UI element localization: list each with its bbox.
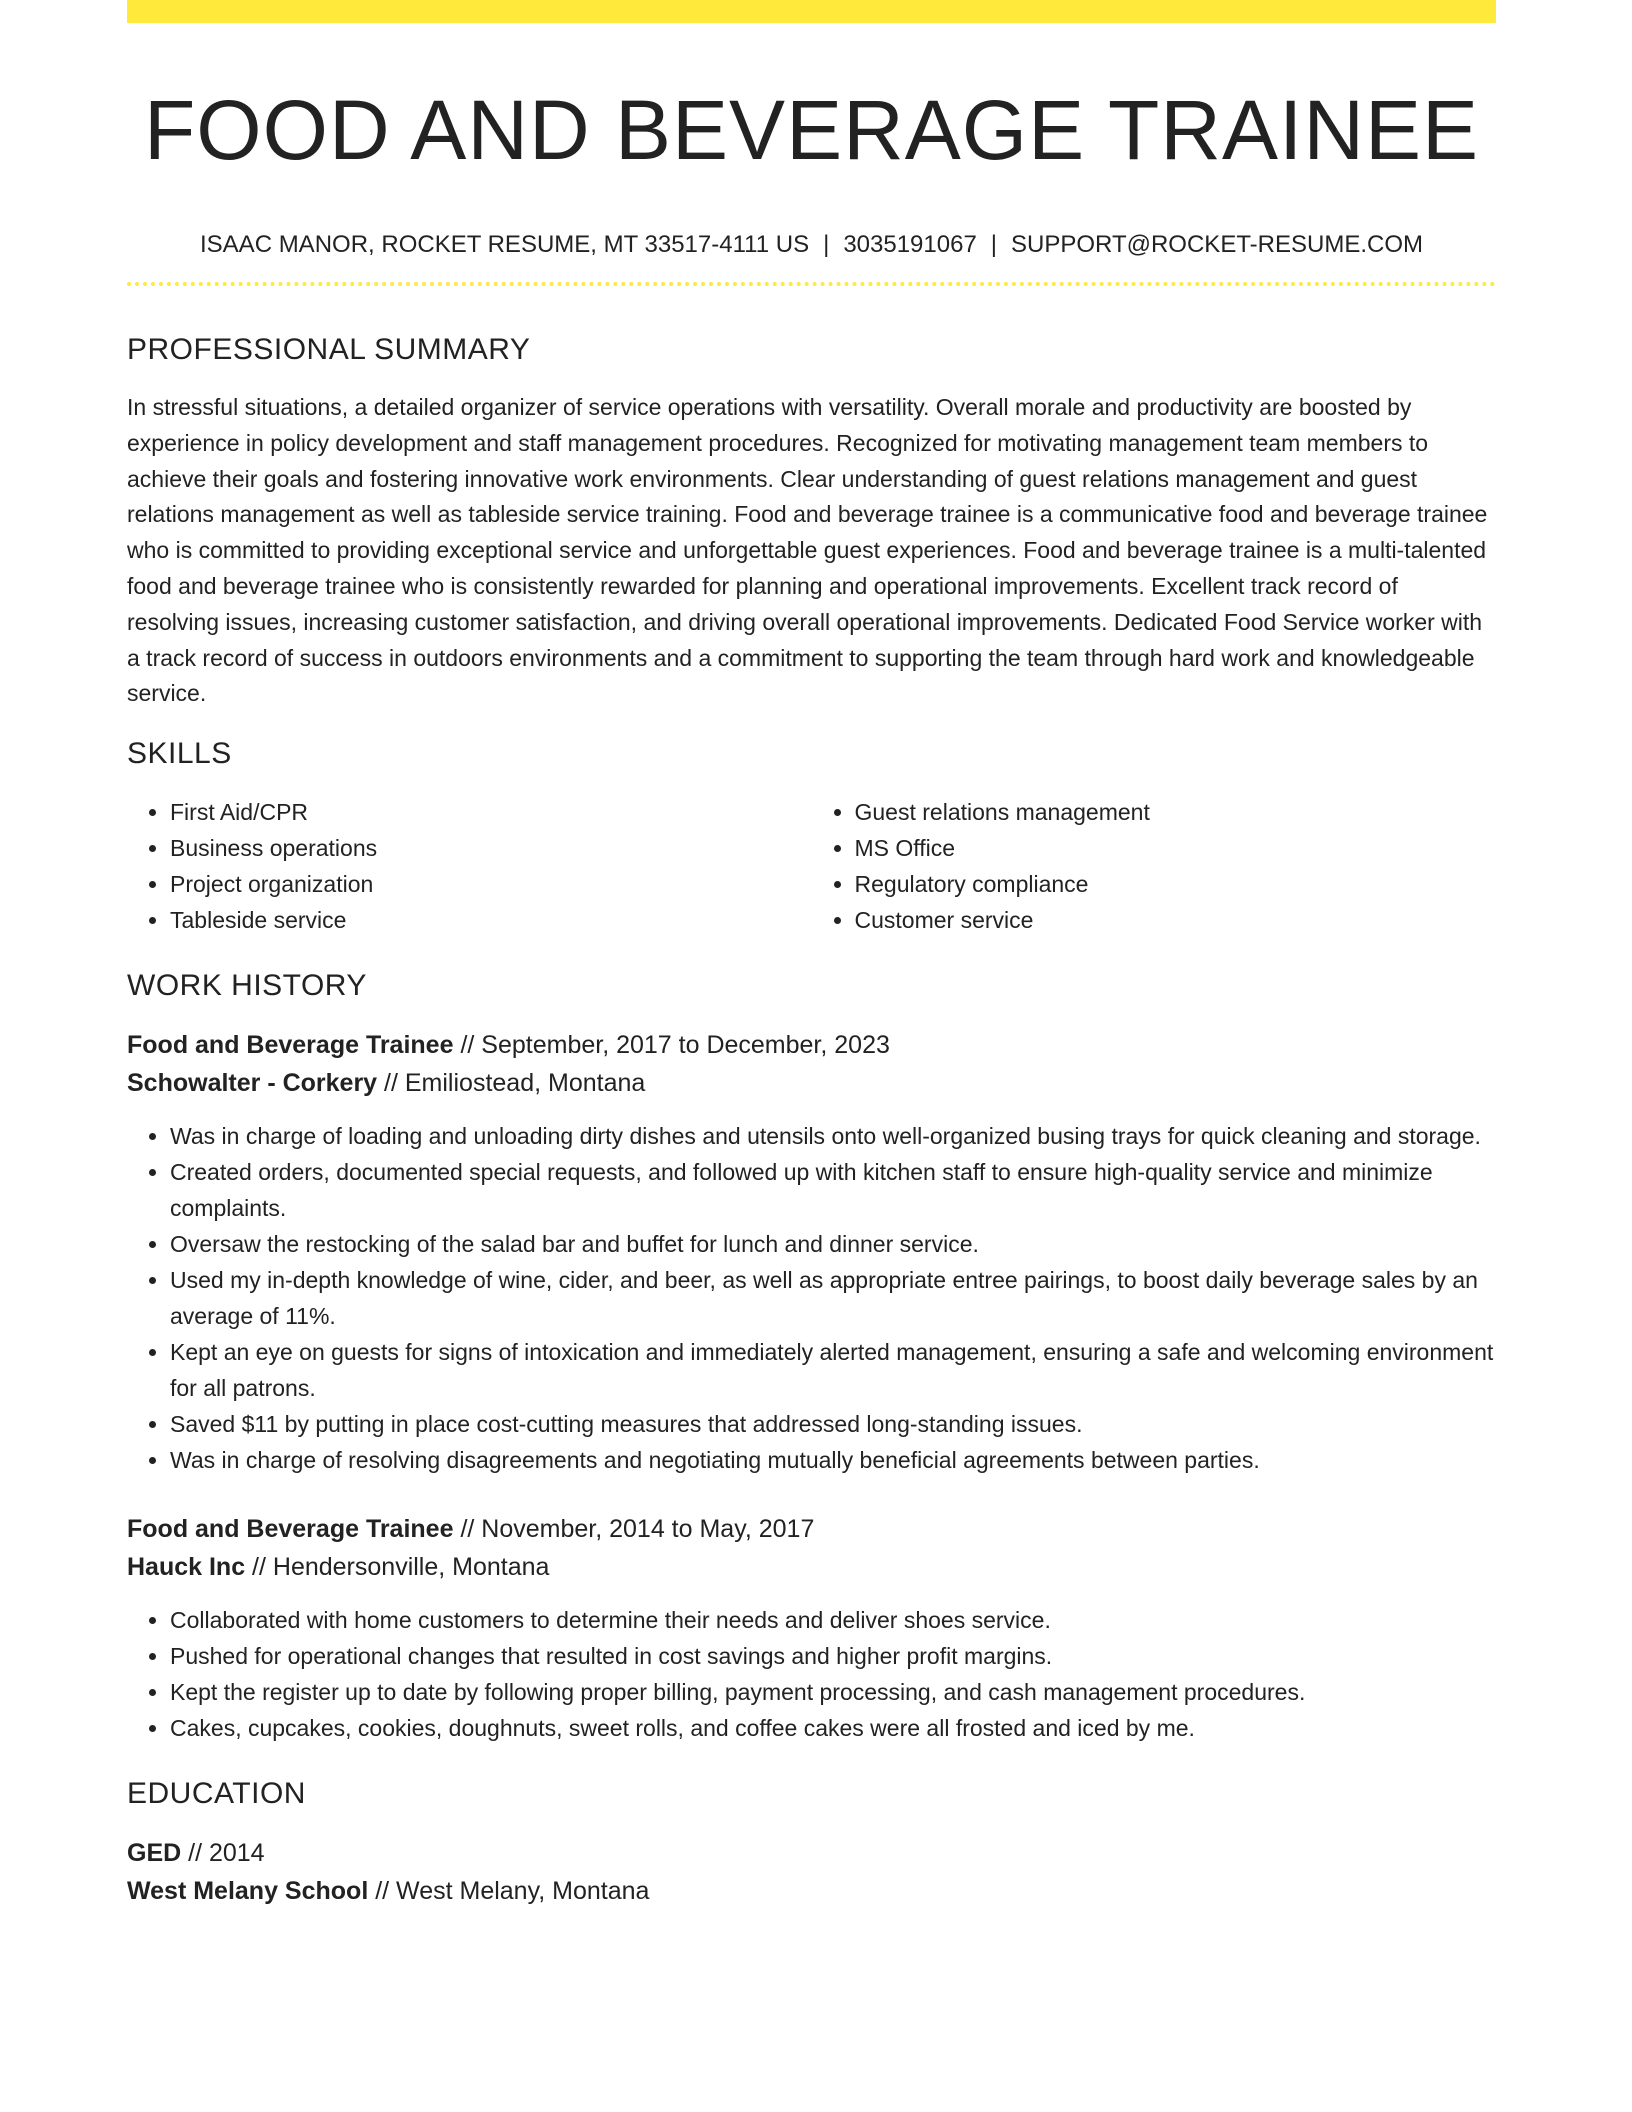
contact-address: ISAAC MANOR, ROCKET RESUME, MT 33517-4111 US xyxy=(200,231,810,258)
resume-content xyxy=(127,0,1496,1910)
job-entry xyxy=(127,1026,1496,1478)
job-bullet: • Oversaw the restocking of the salad bar and buffet for lunch and dinner service. xyxy=(170,1226,1496,1262)
education-school: West Melany School xyxy=(127,1877,369,1906)
job-bullet: • Used my in-depth knowledge of wine, cider, and beer, as well as appropriate entree pairings, to boost daily beverage sales by an average of 11%. xyxy=(170,1262,1496,1334)
contact-phone: 3035191067 xyxy=(843,231,977,258)
job-bullet: • Cakes, cupcakes, cookies, doughnuts, sweet rolls, and coffee cakes were all frosted and iced by me. xyxy=(170,1710,1496,1746)
contact-line xyxy=(127,230,1496,260)
job-bullets xyxy=(127,1118,1496,1478)
education-heading: EDUCATION xyxy=(127,1777,306,1811)
work-history-heading: WORK HISTORY xyxy=(127,969,367,1003)
job-company-line xyxy=(127,1064,1496,1102)
job-company: Schowalter - Corkery xyxy=(127,1069,378,1098)
job-bullet: • Pushed for operational changes that resulted in cost savings and higher profit margins. xyxy=(170,1638,1496,1674)
job-bullet: • Collaborated with home customers to determine their needs and deliver shoes service. xyxy=(170,1602,1496,1638)
job-bullet: • Was in charge of resolving disagreements and negotiating mutually beneficial agreements between parties. xyxy=(170,1442,1496,1478)
education-degree: GED xyxy=(127,1839,182,1868)
skills-column-left xyxy=(127,794,812,938)
skill-item: • Customer service xyxy=(855,902,1497,938)
contact-separator: | xyxy=(990,231,998,258)
job-bullet: • Kept an eye on guests for signs of intoxication and immediately alerted management, ensuring a safe and welcoming environment for all patrons. xyxy=(170,1334,1496,1406)
skill-item: • Tableside service xyxy=(170,902,812,938)
dotted-divider xyxy=(127,282,1496,286)
skills-column-right xyxy=(812,794,1497,938)
skill-item: • MS Office xyxy=(855,830,1497,866)
job-title: Food and Beverage Trainee xyxy=(127,1031,454,1060)
page-title: FOOD AND BEVERAGE TRAINEE xyxy=(143,83,1480,177)
skills-heading: SKILLS xyxy=(127,737,232,771)
summary-text: In stressful situations, a detailed organizer of service operations with versatility. Overall morale and productivity are boosted by experience in policy development and staff management procedures. Recognized for motivating management team members to achieve their goals and fostering innovative work environments. Clear understanding of guest relations management and guest relations management as well as tableside service training. Food and beverage trainee is a communicative food and beverage trainee who is committed to providing exceptional service and unforgettable guest experiences. Food and beverage trainee is a multi-talented food and beverage trainee who is consistently rewarded for planning and operational improvements. Excellent track record of resolving issues, increasing customer satisfaction, and driving overall operational improvements. Dedicated Food Service worker with a track record of success in outdoors environments and a commitment to supporting the team through hard work and knowledgeable service. xyxy=(127,394,1488,707)
job-location: // Hendersonville, Montana xyxy=(245,1553,550,1582)
contact-separator: | xyxy=(823,231,830,258)
skill-item: • Guest relations management xyxy=(855,794,1497,830)
job-title: Food and Beverage Trainee xyxy=(127,1515,454,1544)
job-bullet: • Created orders, documented special requests, and followed up with kitchen staff to ensure high-quality service and minimize complaints. xyxy=(170,1154,1496,1226)
job-dates: // September, 2017 to December, 2023 xyxy=(453,1031,890,1060)
education-location: // West Melany, Montana xyxy=(368,1877,650,1906)
job-location: // Emiliostead, Montana xyxy=(377,1069,646,1098)
education-year: // 2014 xyxy=(181,1839,265,1868)
job-dates: // November, 2014 to May, 2017 xyxy=(453,1515,815,1544)
education-degree-line xyxy=(127,1834,1496,1872)
skill-item: • First Aid/CPR xyxy=(170,794,812,830)
job-company-line xyxy=(127,1548,1496,1586)
job-bullets xyxy=(127,1602,1496,1746)
skill-item: • Business operations xyxy=(170,830,812,866)
job-title-line xyxy=(127,1510,1496,1548)
education-school-line xyxy=(127,1872,1496,1910)
skill-item: • Regulatory compliance xyxy=(855,866,1497,902)
skills-list xyxy=(127,794,1496,938)
contact-email: SUPPORT@ROCKET-RESUME.COM xyxy=(1011,231,1423,258)
job-company: Hauck Inc xyxy=(127,1553,246,1582)
job-bullet: • Saved $11 by putting in place cost-cutting measures that addressed long-standing issues. xyxy=(170,1406,1496,1442)
job-bullet: • Was in charge of loading and unloading dirty dishes and utensils onto well-organized busing trays for quick cleaning and storage. xyxy=(170,1118,1496,1154)
job-bullet: • Kept the register up to date by following proper billing, payment processing, and cash management procedures. xyxy=(170,1674,1496,1710)
skill-item: • Project organization xyxy=(170,866,812,902)
summary-heading: PROFESSIONAL SUMMARY xyxy=(127,333,531,366)
job-entry xyxy=(127,1510,1496,1746)
job-title-line xyxy=(127,1026,1496,1064)
education-entry xyxy=(127,1834,1496,1910)
